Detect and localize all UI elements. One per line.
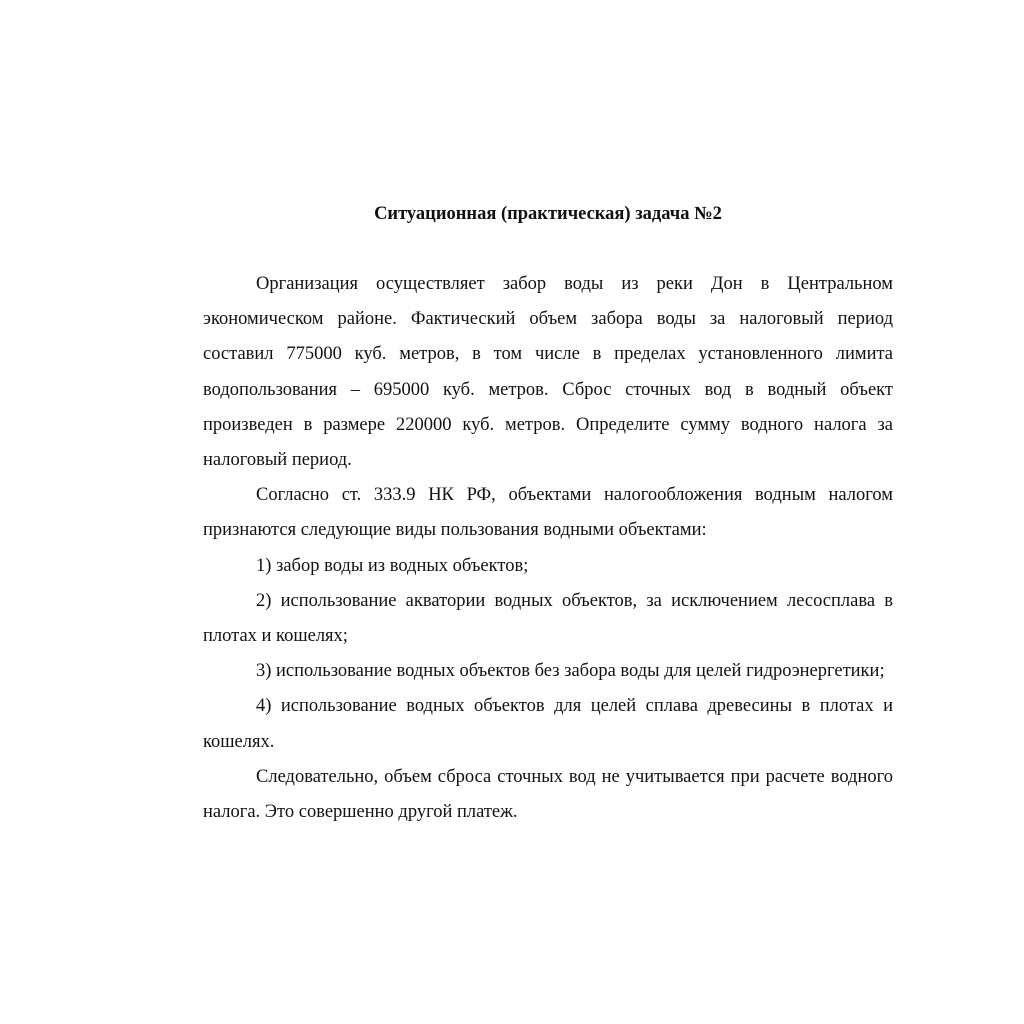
list-item: 2) использование акватории водных объектов, за исключением лесосплава в плотах и кошелях; [203, 590, 893, 647]
list-item: 4) использование водных объектов для целей сплава древесины в плотах и кошелях. [203, 696, 893, 752]
page-title: Ситуационная (практическая) задача №2 [374, 204, 722, 224]
list-item: 3) использование водных объектов без забора воды для целей гидроэнергетики; [256, 661, 885, 682]
paragraph-article-reference: Согласно ст. 333.9 НК РФ, объектами налогообложения водным налогом признаются следующие виды пользования водными объектами: [203, 485, 893, 541]
document-body [203, 267, 893, 885]
list-item: 1) забор воды из водных объектов; [256, 555, 529, 576]
paragraph-task-statement: Организация осуществляет забор воды из реки Дон в Центральном экономическом районе. Фактический объем забора воды за налоговый период составил 775000 куб. метров, в том числе в пределах установленного лимита водопользования – 695000 куб. метров. Сброс сточных вод в водный объект произведен в размере 220000 куб. метров. Определите сумму водного налога за налоговый период. [203, 274, 893, 471]
paragraph-conclusion: Следовательно, объем сброса сточных вод не учитывается при расчете водного налога. Это совершенно другой платеж. [203, 766, 893, 823]
